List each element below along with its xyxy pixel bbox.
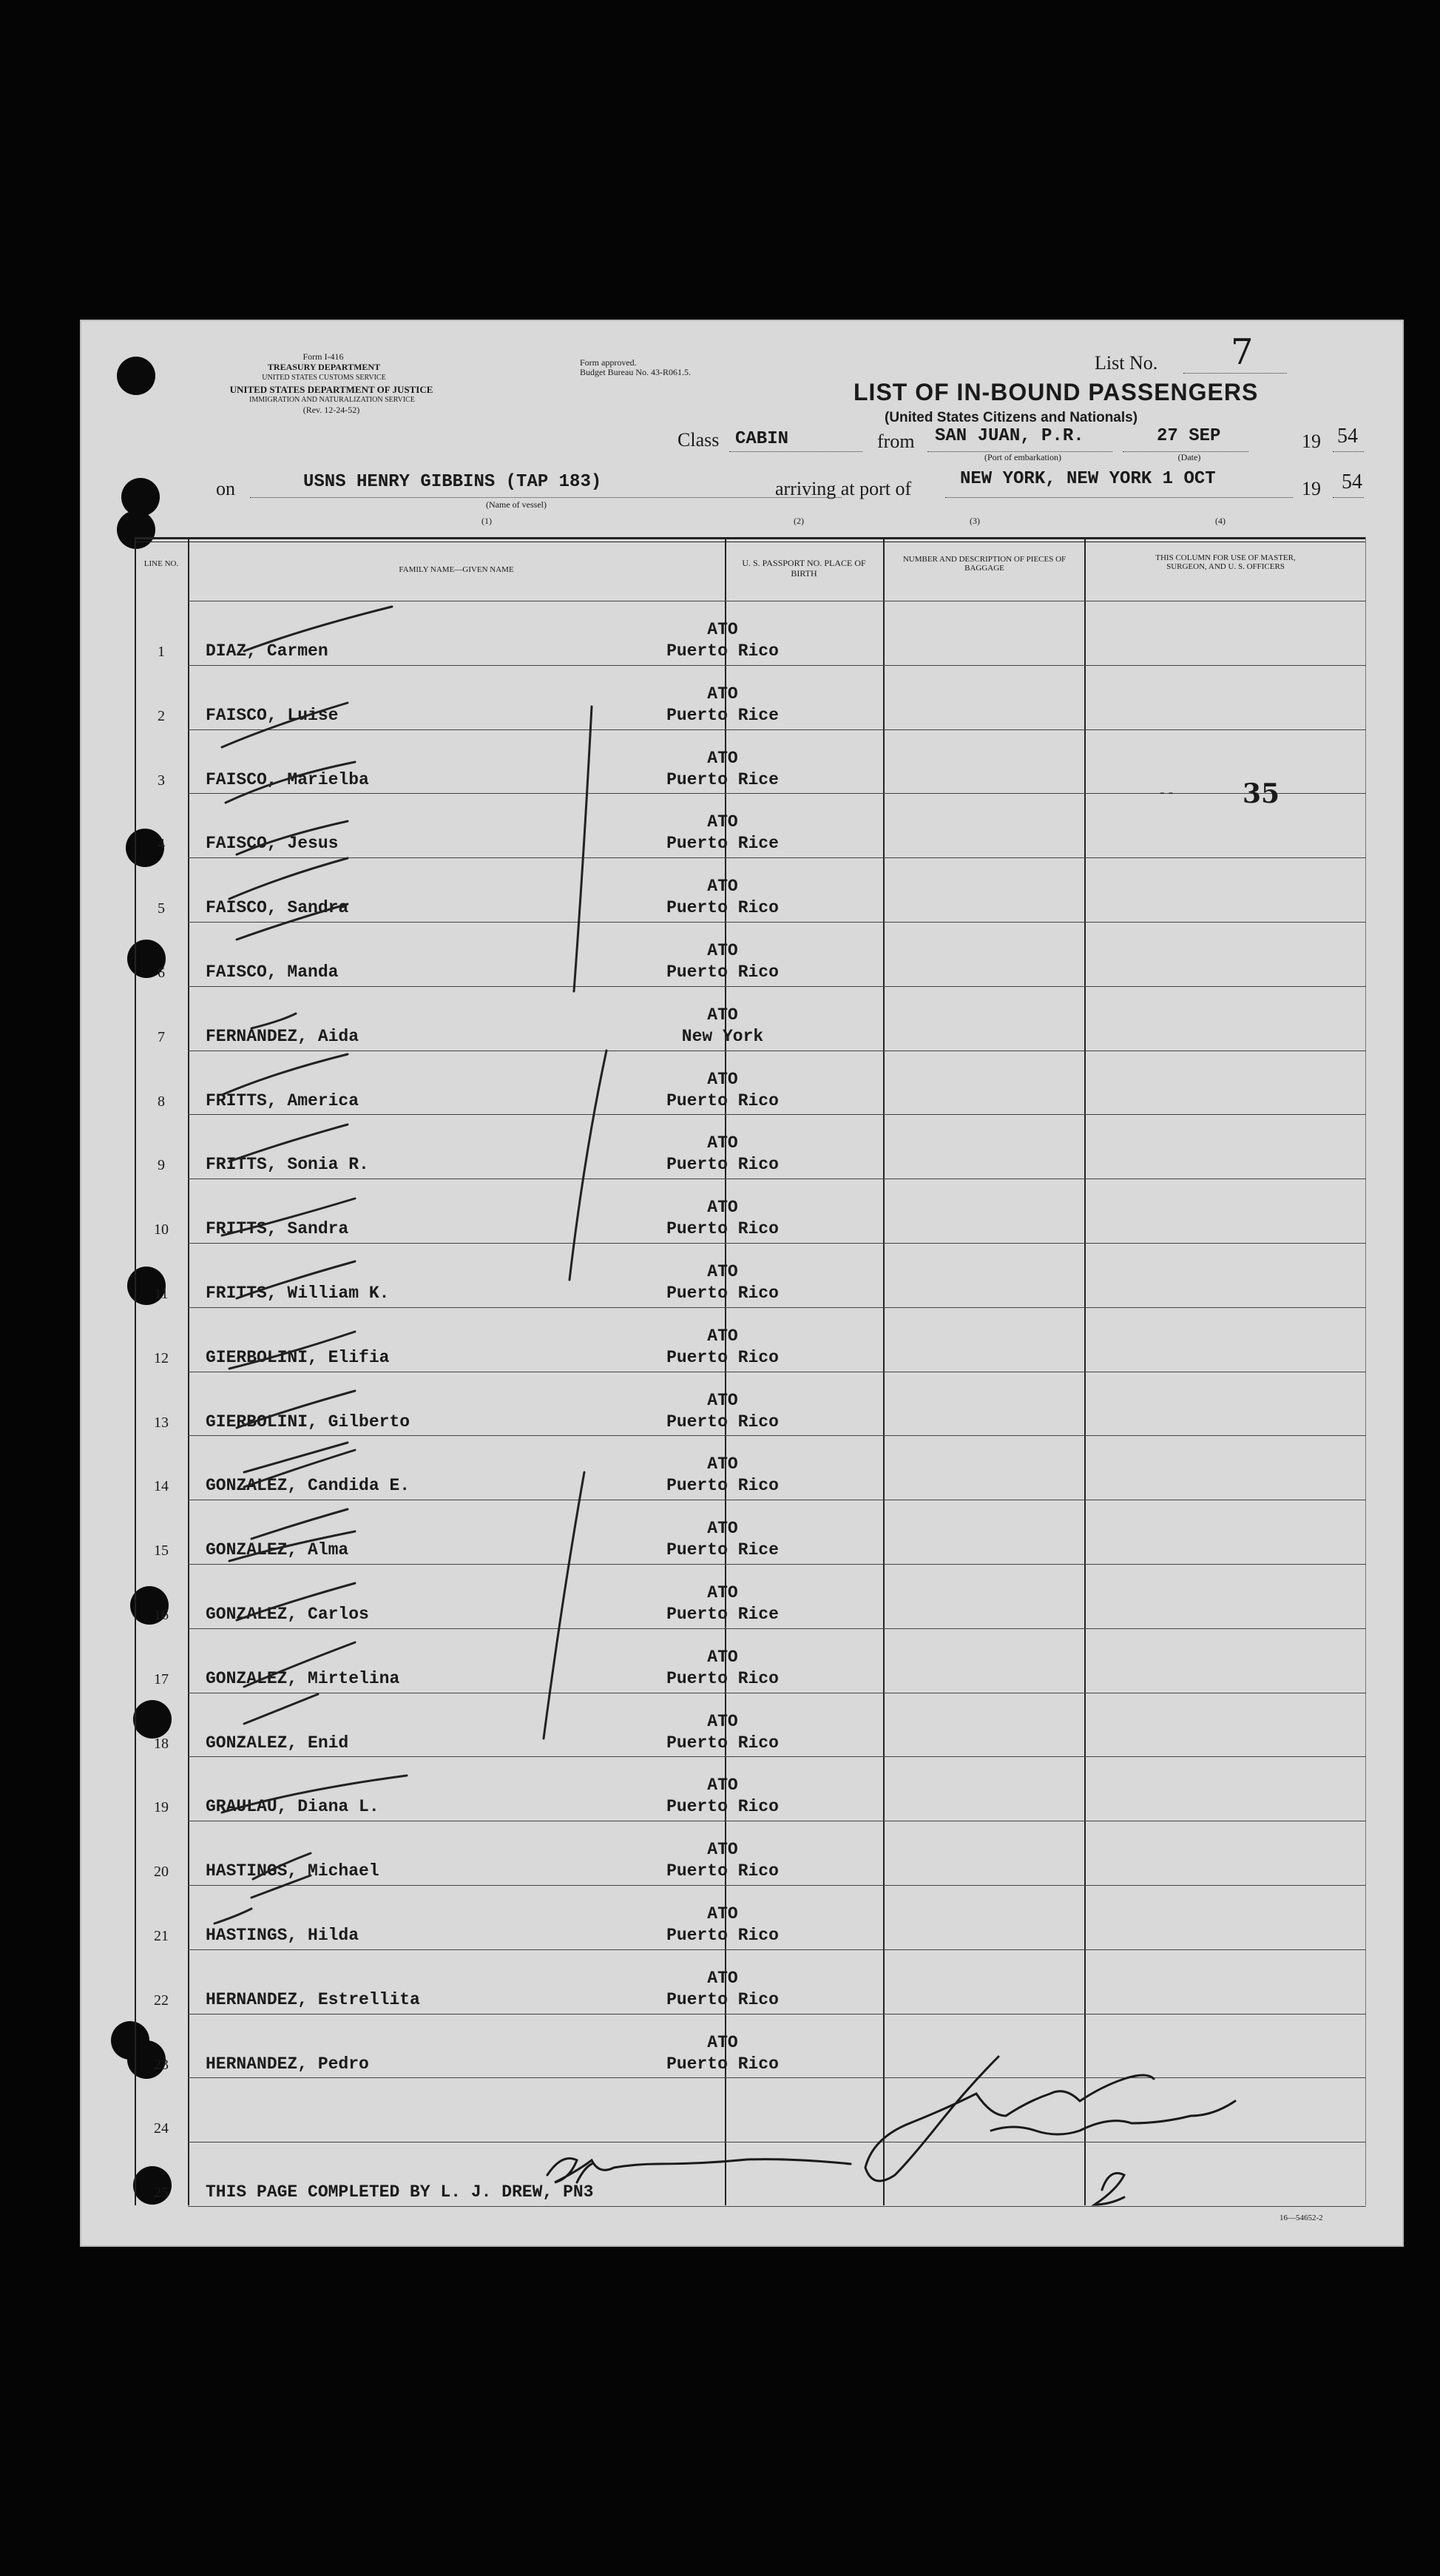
line-number: 16 xyxy=(154,1607,169,1623)
line-number: 10 xyxy=(154,1221,169,1238)
passenger-name: GONZALEZ, Candida E. xyxy=(206,1476,410,1496)
passport-no: ATO xyxy=(707,2032,738,2052)
place-of-birth: Puerto Rico xyxy=(666,1797,779,1817)
year-1: 54 xyxy=(1337,425,1358,448)
passport-no: ATO xyxy=(707,1840,738,1860)
passport-cell xyxy=(645,1005,800,1048)
passport-no: ATO xyxy=(707,1904,738,1923)
passport-no: ATO xyxy=(707,812,738,832)
passport-cell xyxy=(645,1069,800,1112)
passport-cell xyxy=(645,1454,800,1497)
customs-service: UNITED STATES CUSTOMS SERVICE xyxy=(262,374,386,382)
table-row xyxy=(135,1435,1366,1500)
line-number: 6 xyxy=(158,965,165,981)
place-of-birth: Puerto Rico xyxy=(666,1090,779,1110)
place-of-birth: Puerto Rico xyxy=(666,898,779,918)
passport-no: ATO xyxy=(707,1390,738,1410)
revision-date: (Rev. 12-24-52) xyxy=(302,405,360,415)
list-no-value: 7 xyxy=(1231,331,1254,373)
line-number: 8 xyxy=(158,1093,165,1110)
line-number: 12 xyxy=(154,1349,169,1366)
passenger-name: FRITTS, Sonia R. xyxy=(206,1155,369,1175)
table-row xyxy=(135,1949,1366,2014)
place-of-birth: Puerto Rico xyxy=(666,641,779,661)
from-label: from xyxy=(877,431,915,452)
justice-dept: UNITED STATES DEPARTMENT OF JUSTICE xyxy=(229,384,433,395)
col-num-3: (3) xyxy=(970,516,980,526)
place-of-birth: Puerto Rico xyxy=(666,962,779,982)
line-number: 19 xyxy=(154,1799,169,1816)
place-of-birth: Puerto Rico xyxy=(666,1219,779,1239)
line-number: 17 xyxy=(154,1670,169,1687)
port-of-embarkation: SAN JUAN, P.R. xyxy=(935,426,1084,446)
passport-no: ATO xyxy=(707,1198,738,1218)
place-of-birth: Puerto Rico xyxy=(666,2054,779,2074)
line-number: 23 xyxy=(154,2056,169,2073)
budget-bureau-no: Budget Bureau No. 43-R061.5. xyxy=(580,367,691,377)
passport-cell xyxy=(645,940,800,983)
place-of-birth: Puerto Rice xyxy=(666,1540,779,1560)
passport-no: ATO xyxy=(707,748,738,768)
passport-cell xyxy=(645,1518,800,1561)
passport-no: ATO xyxy=(707,941,738,960)
table-row xyxy=(135,1114,1366,1179)
passenger-name: FRITTS, America xyxy=(206,1090,359,1110)
list-no-label: List No. xyxy=(1095,352,1158,374)
line-number: 13 xyxy=(154,1414,169,1431)
line-number: 3 xyxy=(158,772,165,789)
line-number: 21 xyxy=(154,1928,169,1944)
table-row xyxy=(135,986,1366,1051)
table-row xyxy=(135,1179,1366,1243)
passport-no: ATO xyxy=(707,620,738,639)
footer-code: 16—54652-2 xyxy=(1280,2213,1323,2222)
treasury-dept: TREASURY DEPARTMENT xyxy=(267,362,381,372)
table-row xyxy=(135,1756,1366,1821)
place-of-birth: Puerto Rico xyxy=(666,1347,779,1367)
passport-no: ATO xyxy=(707,1005,738,1025)
place-of-birth: Puerto Rice xyxy=(666,834,779,854)
line-number: 1 xyxy=(158,644,165,660)
passport-cell xyxy=(645,1711,800,1754)
line-number: 22 xyxy=(154,1992,169,2009)
passenger-table xyxy=(135,537,1366,2205)
passport-no: ATO xyxy=(707,1454,738,1474)
passenger-name: GIERBOLINI, Elifia xyxy=(206,1347,390,1367)
punch-hole xyxy=(117,357,155,395)
place-of-birth: Puerto Rico xyxy=(666,1926,779,1945)
line-number: 25 xyxy=(154,2185,169,2202)
port-of-arrival: NEW YORK, NEW YORK 1 OCT xyxy=(960,469,1216,489)
line-number: 7 xyxy=(158,1028,165,1045)
place-of-birth: Puerto Rico xyxy=(666,1412,779,1432)
line-number: 15 xyxy=(154,1542,169,1560)
passenger-name: FAISCO, Manda xyxy=(206,962,339,982)
date-caption: (Date) xyxy=(1177,452,1201,462)
place-of-birth: Puerto Rico xyxy=(666,1989,779,2009)
port-embark-caption: (Port of embarkation) xyxy=(984,452,1061,462)
passenger-name: HASTINGS, Hilda xyxy=(206,1926,359,1945)
form-approved: Form approved. xyxy=(580,357,637,368)
passport-cell xyxy=(645,1197,800,1240)
passport-no: ATO xyxy=(707,1583,738,1602)
passport-cell xyxy=(645,619,800,662)
year-2: 54 xyxy=(1342,471,1362,493)
vessel-caption: (Name of vessel) xyxy=(486,499,547,510)
table-row xyxy=(135,1500,1366,1564)
passport-no: ATO xyxy=(707,877,738,897)
passport-no: ATO xyxy=(707,1776,738,1796)
line-number: 20 xyxy=(154,1864,169,1881)
col-num-2: (2) xyxy=(794,516,804,526)
passenger-name: GIERBOLINI, Gilberto xyxy=(206,1412,410,1432)
passenger-name: FRITTS, William K. xyxy=(206,1284,390,1303)
table-row xyxy=(135,922,1366,986)
passport-cell xyxy=(645,748,800,791)
passenger-name: FRITTS, Sandra xyxy=(206,1219,349,1239)
table-row xyxy=(135,1885,1366,1949)
table-row xyxy=(135,1243,1366,1307)
passenger-name: HASTINGS, Michael xyxy=(206,1861,379,1881)
line-number: 14 xyxy=(154,1478,169,1495)
passenger-name: GONZALEZ, Alma xyxy=(206,1540,349,1560)
passport-cell xyxy=(645,1647,800,1690)
table-row xyxy=(135,1307,1366,1372)
on-label: on xyxy=(216,478,235,499)
table-row xyxy=(135,601,1366,665)
line-number: 9 xyxy=(158,1157,165,1174)
passenger-name: DIAZ, Carmen xyxy=(206,641,328,661)
passport-cell xyxy=(645,1839,800,1882)
table-row xyxy=(135,1693,1366,1757)
tally-mark: - - xyxy=(1160,784,1174,800)
page-subtitle: (United States Citizens and Nationals) xyxy=(885,410,1138,425)
place-of-birth: Puerto Rice xyxy=(666,705,779,725)
passport-no: ATO xyxy=(707,1262,738,1281)
passport-no: ATO xyxy=(707,1326,738,1346)
line-number: 18 xyxy=(154,1735,169,1752)
passport-cell xyxy=(645,2032,800,2075)
line-number: 5 xyxy=(158,900,165,917)
table-row xyxy=(135,2142,1366,2206)
table-row xyxy=(135,2077,1366,2142)
passenger-name: FAISCO, Marielba xyxy=(206,769,369,789)
passenger-name: FAISCO, Jesus xyxy=(206,834,339,854)
page-title: LIST OF IN-BOUND PASSENGERS xyxy=(853,379,1259,405)
place-of-birth: Puerto Rico xyxy=(666,1476,779,1496)
passenger-name: HERNANDEZ, Pedro xyxy=(206,2054,369,2074)
line-number: 11 xyxy=(154,1286,169,1302)
header-passport: U. S. PASSPORT NO. PLACE OF BIRTH xyxy=(742,558,866,579)
passenger-name: GONZALEZ, Mirtelina xyxy=(206,1668,400,1688)
passenger-name: GRAULAU, Diana L. xyxy=(206,1797,379,1817)
place-of-birth: New York xyxy=(681,1026,764,1046)
place-of-birth: Puerto Rico xyxy=(666,1155,779,1175)
header-officers: THIS COLUMN FOR USE OF MASTER, SURGEON, AND U. S. OFFICERS xyxy=(1155,553,1296,571)
passport-no: ATO xyxy=(707,1519,738,1539)
line-number: 4 xyxy=(158,836,165,853)
passenger-name: GONZALEZ, Carlos xyxy=(206,1605,369,1624)
passport-cell xyxy=(645,1261,800,1304)
passport-no: ATO xyxy=(707,1647,738,1667)
passenger-name: GONZALEZ, Enid xyxy=(206,1733,349,1753)
header-name: FAMILY NAME—GIVEN NAME xyxy=(399,565,514,574)
table-row xyxy=(135,1051,1366,1115)
passport-cell xyxy=(645,1968,800,2011)
passport-cell xyxy=(645,1904,800,1946)
place-of-birth: Puerto Rice xyxy=(666,1605,779,1624)
passport-no: ATO xyxy=(707,1069,738,1089)
table-row xyxy=(135,1372,1366,1436)
class-label: Class xyxy=(677,429,720,451)
passenger-name: FAISCO, Sandra xyxy=(206,898,349,918)
year-prefix-1: 19 xyxy=(1302,431,1321,452)
passenger-name: HERNANDEZ, Estrellita xyxy=(206,1989,420,2009)
table-row xyxy=(135,1564,1366,1628)
place-of-birth: Puerto Rico xyxy=(666,1861,779,1881)
passenger-name: THIS PAGE COMPLETED BY L. J. DREW, PN3 xyxy=(206,2182,594,2202)
year-prefix-2: 19 xyxy=(1302,478,1321,499)
passport-no: ATO xyxy=(707,684,738,704)
passenger-name: FAISCO, Luise xyxy=(206,705,339,725)
passport-cell xyxy=(645,812,800,854)
table-row xyxy=(135,793,1366,857)
tally-count: 35 xyxy=(1243,778,1280,809)
place-of-birth: Puerto Rico xyxy=(666,1668,779,1688)
passport-cell xyxy=(645,1775,800,1818)
arriving-label: arriving at port of xyxy=(775,478,912,499)
passport-no: ATO xyxy=(707,1711,738,1731)
col-num-4: (4) xyxy=(1215,516,1226,526)
passport-no: ATO xyxy=(707,1968,738,1988)
place-of-birth: Puerto Rico xyxy=(666,1284,779,1303)
place-of-birth: Puerto Rico xyxy=(666,1733,779,1753)
passport-cell xyxy=(645,684,800,726)
passport-cell xyxy=(645,1582,800,1625)
line-number: 2 xyxy=(158,707,165,724)
table-row xyxy=(135,857,1366,922)
line-number: 24 xyxy=(154,2120,169,2137)
passport-cell xyxy=(645,1390,800,1433)
passport-cell xyxy=(645,876,800,919)
table-row xyxy=(135,1821,1366,1885)
embark-date: 27 SEP xyxy=(1157,426,1221,446)
passport-no: ATO xyxy=(707,1133,738,1153)
place-of-birth: Puerto Rice xyxy=(666,769,779,789)
ins-service: IMMIGRATION AND NATURALIZATION SERVICE xyxy=(249,396,415,404)
table-row xyxy=(135,729,1366,794)
passenger-name: FERNANDEZ, Aida xyxy=(206,1026,359,1046)
table-row xyxy=(135,2014,1366,2078)
vessel-name: USNS HENRY GIBBINS (TAP 183) xyxy=(303,472,602,492)
col-num-1: (1) xyxy=(481,516,492,526)
passport-cell xyxy=(645,1133,800,1176)
header-line-no: LINE NO. xyxy=(143,559,179,568)
class-value: CABIN xyxy=(735,429,789,449)
table-row xyxy=(135,1628,1366,1693)
header-baggage: NUMBER AND DESCRIPTION OF PIECES OF BAGGAGE xyxy=(902,555,1067,573)
passport-cell xyxy=(645,1326,800,1369)
form-number: Form I-416 xyxy=(302,351,344,362)
table-row xyxy=(135,665,1366,729)
